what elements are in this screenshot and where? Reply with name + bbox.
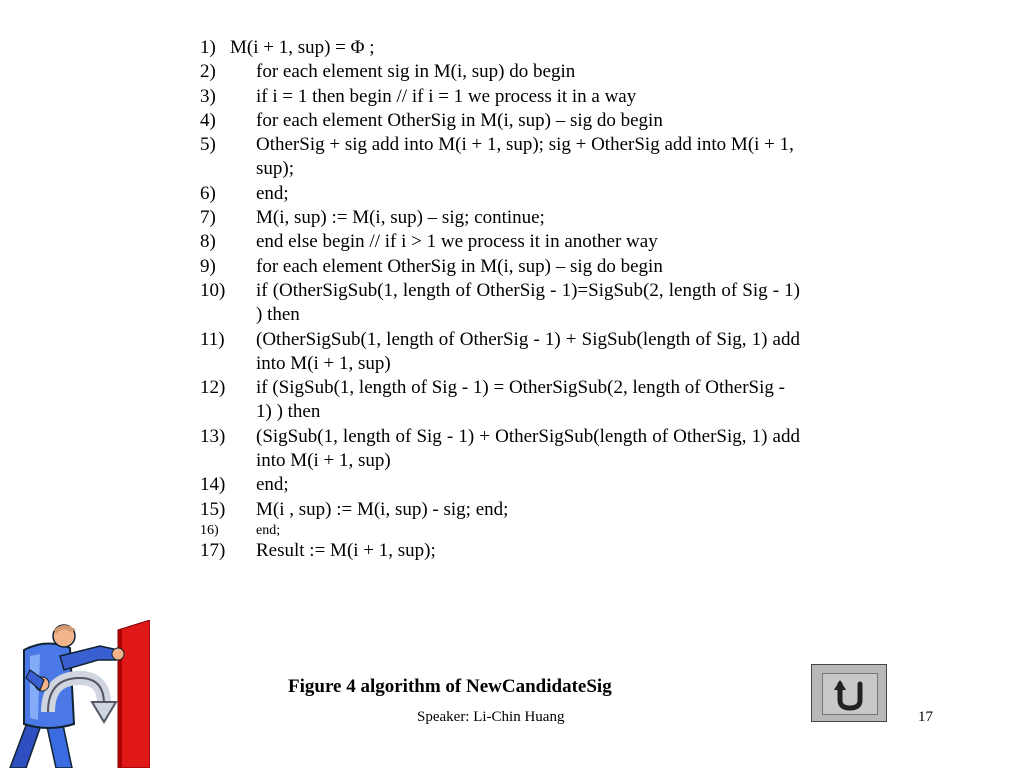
algorithm-line-16 [200, 522, 800, 539]
line-text: end; [256, 182, 289, 204]
algorithm-line-9 [200, 255, 800, 279]
algorithm-line-13 [200, 425, 800, 474]
line-number: 2) [200, 61, 216, 83]
line-number: 7) [200, 207, 216, 229]
line-text: (OtherSigSub(1, length of OtherSig - 1) + SigSub(length of Sig, 1) add into M(i + 1, sup) [256, 328, 800, 374]
footer-speaker: Speaker: Li-Chin Huang [417, 709, 565, 725]
line-text: end; [256, 522, 281, 538]
algorithm-line-6 [200, 182, 800, 206]
line-number: 16) [200, 522, 219, 538]
line-number: 6) [200, 182, 216, 204]
algorithm-line-15 [200, 498, 800, 522]
line-number: 5) [200, 134, 216, 156]
line-text: end else begin // if i > 1 we process it in another way [256, 231, 658, 253]
line-number: 15) [200, 498, 226, 520]
line-number: 11) [200, 328, 225, 350]
line-text: M(i , sup) := M(i, sup) - sig; end; [256, 498, 509, 520]
person-pushing-arrow-icon [0, 620, 150, 768]
line-number: 1) [200, 37, 216, 58]
line-number: 8) [200, 231, 216, 253]
return-arrow-icon [823, 674, 877, 714]
line-text: if (SigSub(1, length of Sig - 1) = OtherSigSub(2, length of OtherSig - 1) ) then [256, 377, 785, 423]
line-text: for each element sig in M(i, sup) do begin [256, 61, 576, 83]
line-text: M(i, sup) := M(i, sup) – sig; continue; [256, 207, 545, 229]
page-number: 17 [918, 709, 933, 725]
line-text: M(i + 1, sup) = Φ ; [230, 37, 375, 58]
line-text: (SigSub(1, length of Sig - 1) + OtherSigSub(length of OtherSig, 1) add into M(i + 1, sup) [256, 425, 800, 472]
line-text: end; [256, 474, 289, 496]
line-number: 17) [200, 539, 226, 561]
algorithm-line-12 [200, 376, 800, 425]
algorithm-line-17 [200, 539, 800, 563]
algorithm-line-14 [200, 473, 800, 497]
algorithm-listing [200, 36, 800, 563]
line-number: 14) [200, 474, 226, 496]
line-number: 12) [200, 377, 226, 399]
return-button-face [822, 673, 878, 715]
algorithm-line-11 [200, 328, 800, 377]
algorithm-line-8 [200, 230, 800, 254]
line-number: 9) [200, 255, 216, 277]
algorithm-line-10 [200, 279, 800, 328]
algorithm-line-5 [200, 133, 800, 182]
figure-caption: Figure 4 algorithm of NewCandidateSig [288, 676, 612, 697]
algorithm-line-7 [200, 206, 800, 230]
algorithm-line-3 [200, 85, 800, 109]
line-number: 10) [200, 279, 226, 301]
line-number: 13) [200, 425, 226, 447]
algorithm-line-4 [200, 109, 800, 133]
line-number: 4) [200, 109, 216, 131]
return-button[interactable] [811, 664, 887, 722]
algorithm-line-1 [200, 36, 800, 60]
algorithm-line-2 [200, 60, 800, 84]
line-text: for each element OtherSig in M(i, sup) – sig do begin [256, 109, 663, 131]
line-text: for each element OtherSig in M(i, sup) – sig do begin [256, 255, 663, 277]
line-text: if i = 1 then begin // if i = 1 we process it in a way [256, 85, 637, 107]
line-number: 3) [200, 85, 216, 107]
line-text: OtherSig + sig add into M(i + 1, sup); sig + OtherSig add into M(i + 1, sup); [256, 134, 794, 180]
line-text: Result := M(i + 1, sup); [256, 539, 436, 561]
line-text: if (OtherSigSub(1, length of OtherSig - 1)=SigSub(2, length of Sig - 1) ) then [256, 279, 800, 326]
